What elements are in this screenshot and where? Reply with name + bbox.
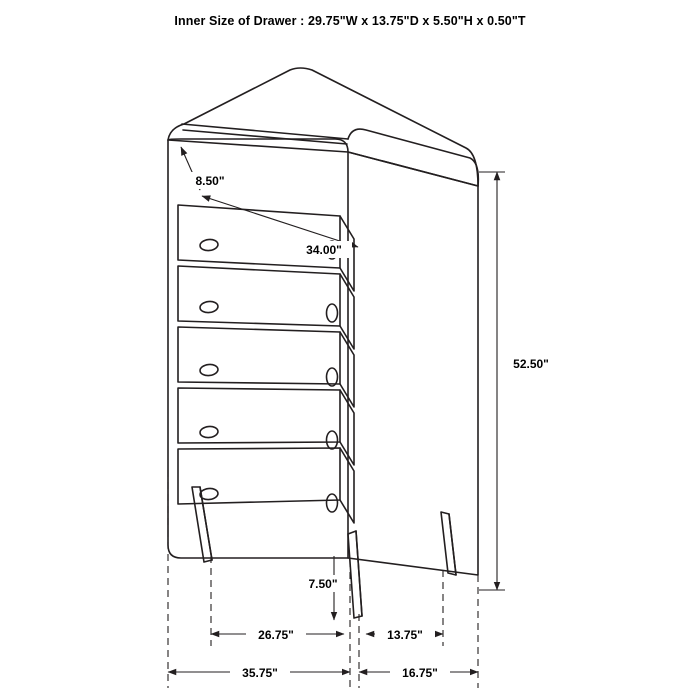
dim-label-drawer-front-width: 26.75" — [258, 628, 294, 642]
leg-front-left — [192, 487, 212, 562]
chest-front-panel — [168, 139, 348, 558]
leg-back-right — [441, 512, 456, 575]
drawer-front-2 — [178, 266, 354, 349]
dim-top-width — [202, 196, 358, 247]
dim-label-top-width: 34.00" — [306, 243, 342, 257]
drawer-front-4 — [178, 388, 354, 465]
drawer-front-3 — [178, 327, 354, 407]
chest-side-panel — [348, 129, 478, 575]
dimension-labels — [185, 172, 559, 681]
dim-overall-height — [479, 172, 505, 590]
chest-top-surface — [168, 68, 478, 186]
dim-label-overall-height: 52.50" — [513, 357, 549, 371]
dim-label-leg-height: 7.50" — [308, 577, 338, 591]
dim-label-overall-depth: 16.75" — [402, 666, 438, 680]
dim-label-top-depth: 8.50" — [195, 174, 225, 188]
dim-label-side-depth: 13.75" — [387, 628, 423, 642]
page-title: Inner Size of Drawer : 29.75"W x 13.75"D x 5.50"H x 0.50"T — [174, 14, 526, 28]
dim-label-overall-width: 35.75" — [242, 666, 278, 680]
